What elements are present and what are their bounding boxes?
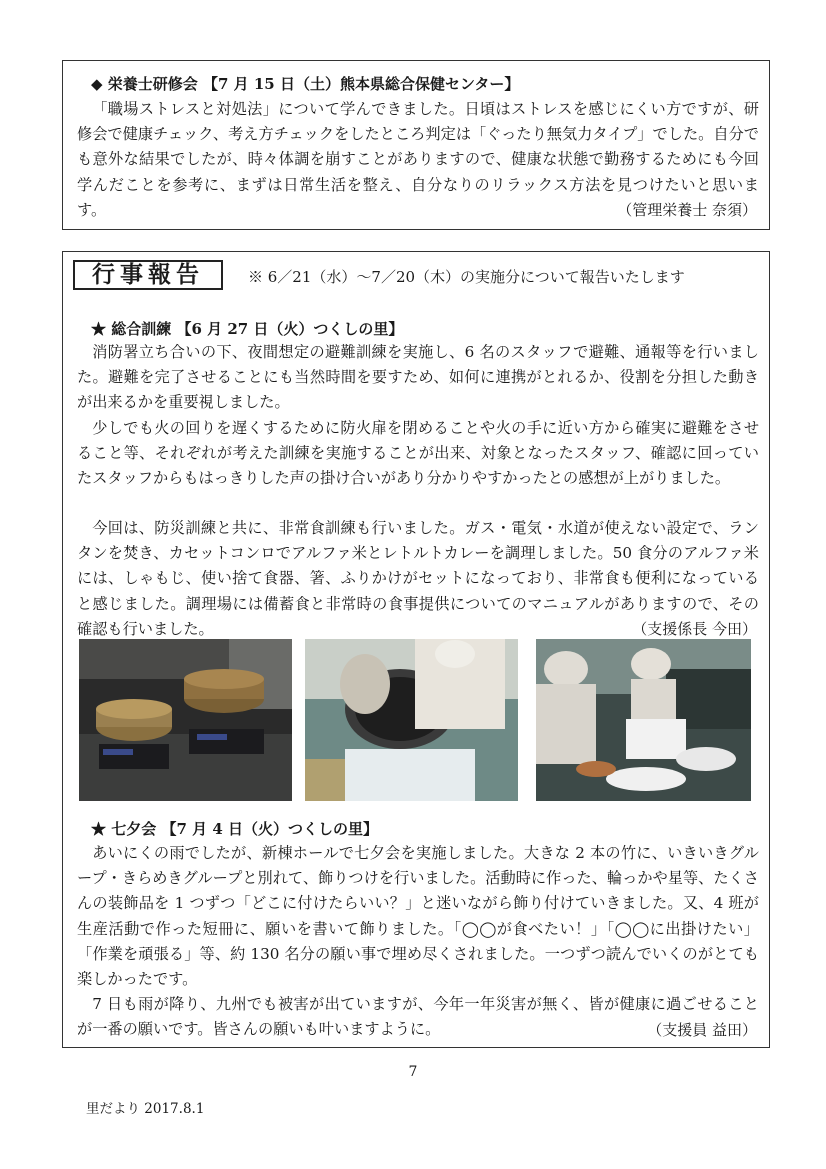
event-report-box — [62, 251, 770, 1048]
nutrition-seminar-box — [62, 60, 770, 230]
tanabata-heading: ★ 七夕会 【7 月 4 日（火）つくしの里】 — [91, 820, 378, 838]
photo-serving-food — [536, 639, 751, 801]
tanabata-paragraph-2: 7 日も雨が降り、九州でも被害が出ていますが、今年一年災害が無く、皆が健康に過ごせることが一番の願いです。皆さんの願いも叶いますように。 — [77, 995, 759, 1039]
photo-stove-cooking — [79, 639, 292, 801]
nutrition-heading: ◆ 栄養士研修会 【7 月 15 日（土）熊本県総合保健センター】 — [91, 75, 520, 93]
tanabata-paragraph-1: あいにくの雨でしたが、新棟ホールで七夕会を実施しました。大きな 2 本の竹に、いきいきグループ・きらめきグループと別れて、飾りつけを行いました。活動時に作った、輪っかや星等、たくさんの装飾品を 1 つずつ「どこに付けたらいい？」と迷いながら飾り付けていきました。又、4 班が生産活動で作った短冊に、願いを書いて飾りました。「◯◯が食べたい！」「◯◯に出掛けたい」「作業を頑張る」等、約 130 名分の願い事で埋め尽くされました。一つずつ読んでいくのがとても楽しかったです。 — [77, 844, 759, 989]
footer-issue-date: 里だより 2017.8.1 — [86, 1101, 205, 1117]
drill-heading: ★ 総合訓練 【6 月 27 日（火）つくしの里】 — [91, 320, 404, 338]
tanabata-signature: （支援員 益田） — [647, 1021, 757, 1039]
report-note: ※ 6／21（水）〜7／20（木）の実施分について報告いたします — [248, 268, 685, 286]
page-number: 7 — [408, 1064, 418, 1080]
nutrition-body: 「職場ストレスと対処法」について学んできました。日頃はストレスを感じにくい方ですが、研修会で健康チェック、考え方チェックをしたところ判定は「ぐったり無気力タイプ」でした。自分でも意外な結果でしたが、時々体調を崩すことがありますので、健康な状態で勤務するためにも今回学んだことを参考に、まずは日常生活を整え、自分なりのリラックス方法を見つけたいと思います。 — [77, 100, 759, 219]
drill-paragraph-2: 少しでも火の回りを遅くするために防火扉を閉めることや火の手に近い方から確実に避難をさせること等、それぞれが考えた訓練を実施することが出来、対象となったスタッフ、確認に回っていたスタッフからもはっきりした声の掛け合いがあり分かりやすかったとの感想が上がりました。 — [77, 419, 760, 488]
drill-paragraph-3: 今回は、防災訓練と共に、非常食訓練も行いました。ガス・電気・水道が使えない設定で、ランタンを焚き、カセットコンロでアルファ米とレトルトカレーを調理しました。50 食分のアルファ米には、しゃもじ、使い捨て食器、箸、ふりかけがセットになっており、非常食も便利になっていると感じました。調理場には備蓄食と非常時の食事提供についてのマニュアルがありますので、その確認も行いました。 — [77, 519, 759, 638]
photo-pouring-rice — [305, 639, 518, 801]
drill-paragraph-1: 消防署立ち合いの下、夜間想定の避難訓練を実施し、6 名のスタッフで避難、通報等を行いました。避難を完了させることにも当然時間を要すため、如何に連携がとれるか、役割を分担した動きが出来るかを重要視しました。 — [77, 343, 759, 412]
drill-signature: （支援係長 今田） — [632, 620, 757, 638]
nutrition-signature: （管理栄養士 奈須） — [617, 201, 757, 219]
report-title: 行事報告 — [73, 260, 223, 290]
